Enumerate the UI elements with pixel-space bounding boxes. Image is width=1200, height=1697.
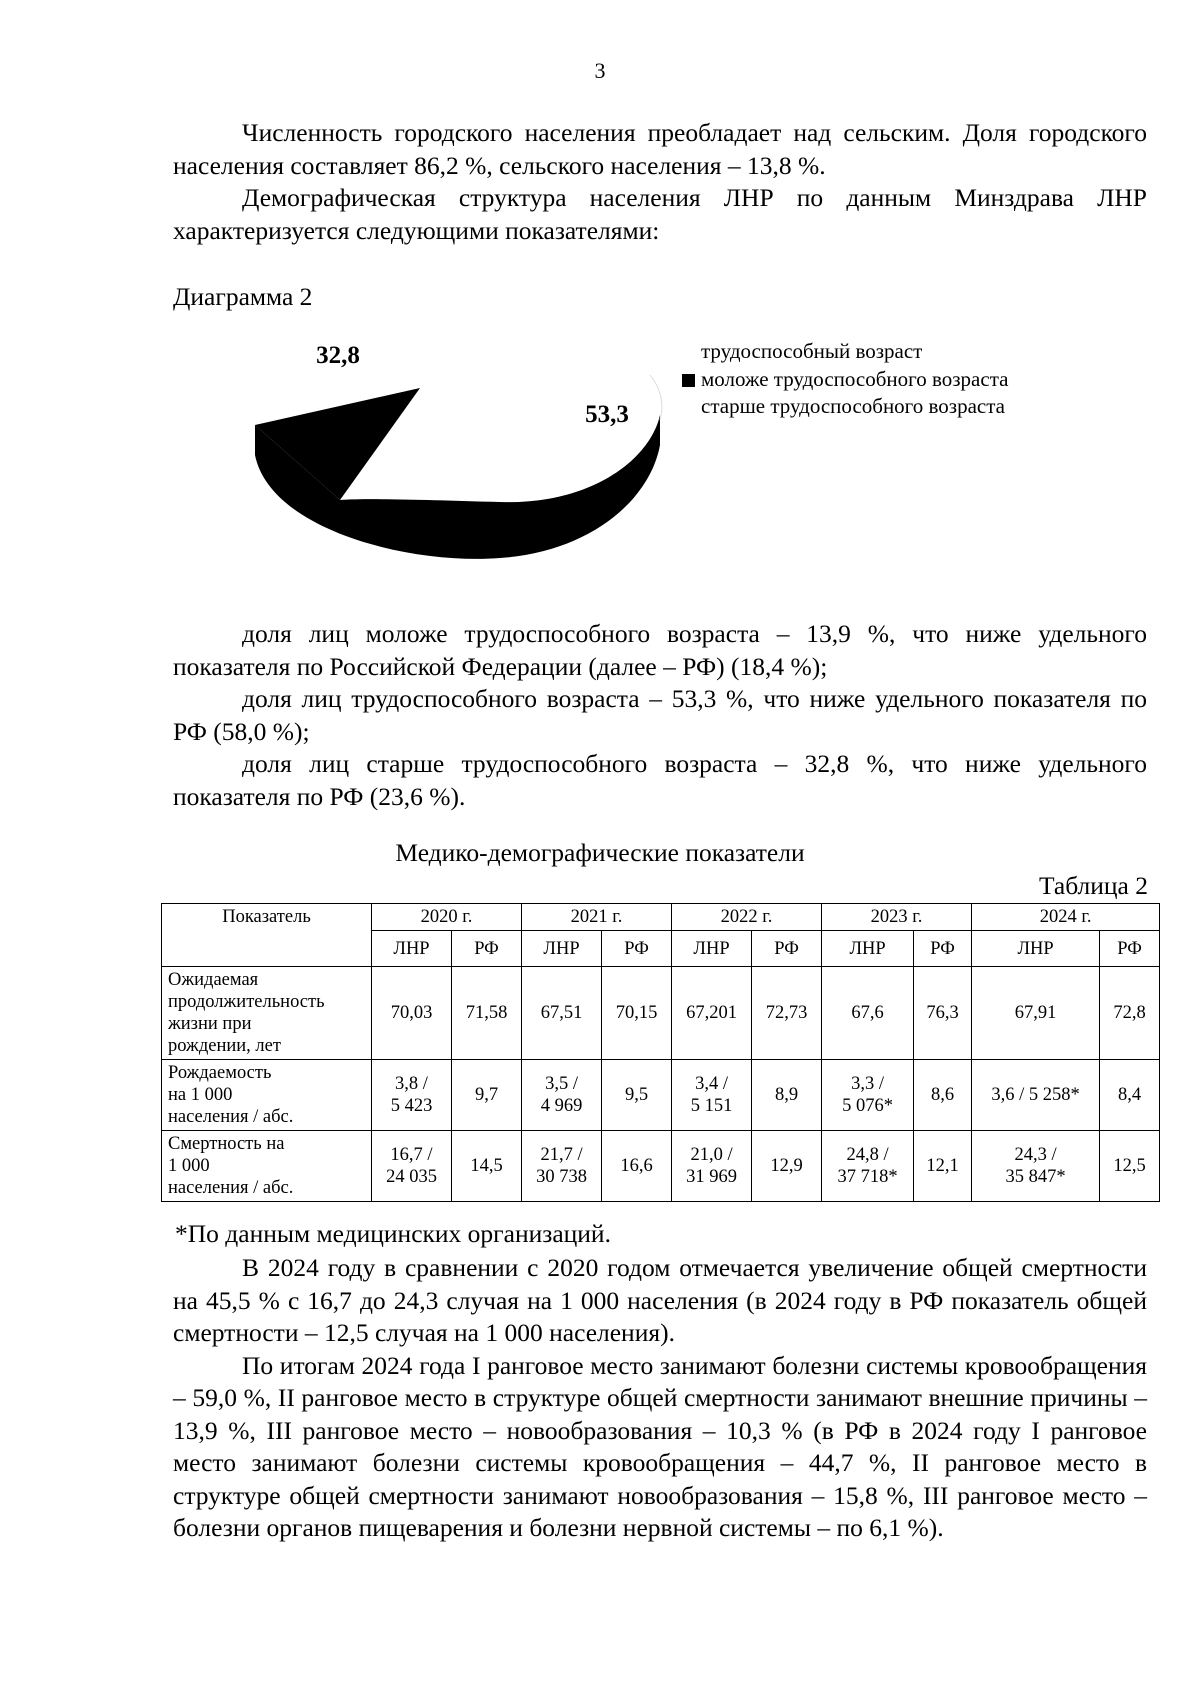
- table-cell-line: 5 423: [390, 1096, 433, 1116]
- table-cell-line: 16,7 /: [390, 1145, 433, 1165]
- table-cell: [752, 967, 822, 1060]
- table-cell-line: 21,7 /: [540, 1145, 583, 1165]
- table-cell: [822, 967, 914, 1060]
- table-cell-line: 3,6 / 5 258*: [991, 1085, 1080, 1105]
- header-indicator: Показатель: [162, 904, 372, 967]
- paragraph: доля лиц трудоспособного возраста – 53,3 %, что ниже удельного показателя по РФ (58,0 %);: [173, 684, 1147, 746]
- row-indicator: [162, 967, 372, 1060]
- table-cell: [672, 967, 752, 1060]
- table-cell-line: 37 718*: [837, 1167, 898, 1187]
- table-row: [162, 1131, 1160, 1202]
- table-title: Медико-демографические показатели: [395, 838, 805, 867]
- table-cell: [452, 1060, 522, 1131]
- table-header-row: [162, 904, 1160, 931]
- table-cell: [752, 1060, 822, 1131]
- header-year: 2022 г.: [672, 904, 822, 931]
- header-rf: РФ: [914, 931, 972, 967]
- table-cell: [452, 967, 522, 1060]
- paragraph: Демографическая структура населения ЛНР по данным Минздрава ЛНР характеризуется следующими показателями:: [173, 183, 1147, 245]
- row-indicator-line: населения / абс.: [168, 1178, 294, 1198]
- legend-label: трудоспособный возраст: [701, 339, 923, 363]
- intro-text: [173, 117, 1147, 247]
- table-cell: [672, 1131, 752, 1202]
- legend-swatch: [682, 346, 695, 359]
- table-cell-line: 67,51: [540, 1003, 583, 1023]
- legend-label: моложе трудоспособного возраста: [701, 366, 1009, 391]
- table-cell-line: 5 151: [690, 1096, 733, 1116]
- table-cell-line: 76,3: [926, 1003, 959, 1023]
- row-indicator-line: Рождаемость: [168, 1063, 272, 1083]
- table-cell-line: 24 035: [386, 1167, 437, 1187]
- header-rf: РФ: [452, 931, 522, 967]
- legend-item: [682, 366, 1008, 394]
- table-cell: [914, 1060, 972, 1131]
- legend-label: старше трудоспособного возраста: [701, 394, 1005, 418]
- table-cell-line: 24,3 /: [1014, 1145, 1057, 1165]
- header-lnr: ЛНР: [822, 931, 914, 967]
- table-cell-line: 70,15: [615, 1003, 658, 1023]
- legend-swatch: [682, 401, 695, 414]
- table-cell: [914, 1131, 972, 1202]
- header-year: 2020 г.: [372, 904, 522, 931]
- header-lnr: ЛНР: [372, 931, 452, 967]
- table-cell-line: 67,201: [686, 1003, 737, 1023]
- table-cell: [972, 1131, 1100, 1202]
- table-row: [162, 1060, 1160, 1131]
- table-cell-line: 9,7: [474, 1085, 499, 1105]
- table-cell-line: 35 847*: [1005, 1167, 1066, 1187]
- header-year: 2023 г.: [822, 904, 972, 931]
- paragraph: Численность городского населения преобладает над сельским. Доля городского населения составляет 86,2 %, сельского населения – 13,8 %.: [173, 118, 1147, 180]
- pie-slice-edge: [650, 375, 662, 420]
- header-rf: РФ: [752, 931, 822, 967]
- table-row: [162, 967, 1160, 1060]
- table-cell: [1100, 1131, 1160, 1202]
- table-cell: [602, 1060, 672, 1131]
- table-cell: [522, 967, 602, 1060]
- paragraph: доля лиц моложе трудоспособного возраста – 13,9 %, что ниже удельного показателя по Российской Федерации (далее – РФ) (18,4 %);: [173, 619, 1147, 681]
- table-cell: [372, 1131, 452, 1202]
- header-rf: РФ: [602, 931, 672, 967]
- chart-legend: [682, 338, 1008, 421]
- table-cell: [822, 1131, 914, 1202]
- table-cell-line: 12,5: [1113, 1156, 1146, 1176]
- table-cell-line: 3,5 /: [545, 1074, 578, 1094]
- table-cell: [602, 1131, 672, 1202]
- header-year: 2024 г.: [972, 904, 1160, 931]
- table-cell-line: 8,4: [1118, 1085, 1142, 1105]
- table-cell: [972, 967, 1100, 1060]
- table-cell: [1100, 1060, 1160, 1131]
- table-cell-line: 14,5: [470, 1156, 503, 1176]
- table-cell: [452, 1131, 522, 1202]
- table-cell-line: 4 969: [540, 1096, 583, 1116]
- table-cell-line: 8,9: [774, 1085, 799, 1105]
- table-cell-line: 71,58: [465, 1003, 508, 1023]
- table-cell-line: 12,1: [926, 1156, 959, 1176]
- table-cell: [1100, 967, 1160, 1060]
- row-indicator-line: продолжительность: [168, 992, 325, 1012]
- legend-item: [682, 338, 1008, 366]
- header-lnr: ЛНР: [522, 931, 602, 967]
- table-body: [162, 967, 1160, 1202]
- legend-swatch: [682, 374, 695, 387]
- legend-item: [682, 393, 1008, 421]
- table-cell-line: 67,91: [1014, 1003, 1057, 1023]
- table-cell-line: 3,8 /: [395, 1074, 428, 1094]
- data-label-old: 32,8: [316, 342, 360, 369]
- table-cell: [672, 1060, 752, 1131]
- table-cell-line: 3,4 /: [695, 1074, 728, 1094]
- table-cell-line: 24,8 /: [846, 1145, 889, 1165]
- table-cell: [372, 967, 452, 1060]
- header-lnr: ЛНР: [972, 931, 1100, 967]
- table-cell: [914, 967, 972, 1060]
- row-indicator: [162, 1131, 372, 1202]
- table-cell-line: 70,03: [390, 1003, 433, 1023]
- table-cell-line: 3,3 /: [851, 1074, 884, 1094]
- table-cell: [822, 1060, 914, 1131]
- share-text: [173, 618, 1147, 813]
- indicators-table: [161, 903, 1160, 1202]
- table-cell-line: 31 969: [686, 1167, 737, 1187]
- row-indicator-line: Ожидаемая: [168, 970, 259, 990]
- table-cell-line: 8,6: [930, 1085, 955, 1105]
- table-cell: [522, 1060, 602, 1131]
- pie-chart: [230, 330, 670, 580]
- table-cell: [522, 1131, 602, 1202]
- row-indicator-line: населения / абс.: [168, 1107, 294, 1127]
- table-cell-line: 21,0 /: [690, 1145, 733, 1165]
- table-cell-line: 30 738: [536, 1167, 587, 1187]
- table-cell-line: 12,9: [770, 1156, 803, 1176]
- table-cell-line: 16,6: [620, 1156, 653, 1176]
- row-indicator-line: 1 000: [168, 1156, 210, 1176]
- paragraph: По итогам 2024 года I ранговое место занимают болезни системы кровообращения – 59,0 %, II ранговое место в структуре общей смертности занимают внешние причины – 13,9 %, III ранговое место – новообразования – 10,3 % (в РФ в 2024 году I ранговое место занимают болезни системы кровообращения – 44,7 %, II ранговое место в структуре общей смертности занимают новообразования – 15,8 %, III ранговое место – болезни органов пищеварения и болезни нервной системы – по 6,1 %).: [173, 1350, 1147, 1542]
- row-indicator-line: на 1 000: [168, 1085, 233, 1105]
- table-cell-line: 5 076*: [842, 1096, 893, 1116]
- row-indicator-line: жизни при: [168, 1014, 252, 1034]
- paragraph: В 2024 году в сравнении с 2020 годом отмечается увеличение общей смертности на 45,5 % с 16,7 до 24,3 случая на 1 000 населения (в 2024 году в РФ показатель общей смертности – 12,5 случая на 1 000 населения).: [173, 1253, 1147, 1347]
- footnote: *По данным медицинских организаций.: [175, 1219, 611, 1248]
- table-cell-line: 67,6: [851, 1003, 884, 1023]
- header-rf: РФ: [1100, 931, 1160, 967]
- row-indicator: [162, 1060, 372, 1131]
- mortality-text: [173, 1252, 1147, 1545]
- header-year: 2021 г.: [522, 904, 672, 931]
- diagram-caption: Диаграмма 2: [173, 282, 313, 311]
- table-cell: [972, 1060, 1100, 1131]
- table-cell-line: 72,73: [765, 1003, 808, 1023]
- table-cell: [372, 1060, 452, 1131]
- table-cell: [602, 967, 672, 1060]
- table-cell: [752, 1131, 822, 1202]
- header-lnr: ЛНР: [672, 931, 752, 967]
- data-label-working: 53,3: [585, 401, 629, 428]
- paragraph: доля лиц старше трудоспособного возраста – 32,8 %, что ниже удельного показателя по РФ (23,6 %).: [173, 749, 1147, 811]
- table-cell-line: 72,8: [1113, 1003, 1146, 1023]
- table-label: Таблица 2: [1038, 871, 1148, 900]
- table-cell-line: 9,5: [624, 1085, 649, 1105]
- page-number: 3: [594, 58, 606, 83]
- row-indicator-line: рождении, лет: [168, 1036, 281, 1056]
- row-indicator-line: Смертность на: [168, 1134, 285, 1154]
